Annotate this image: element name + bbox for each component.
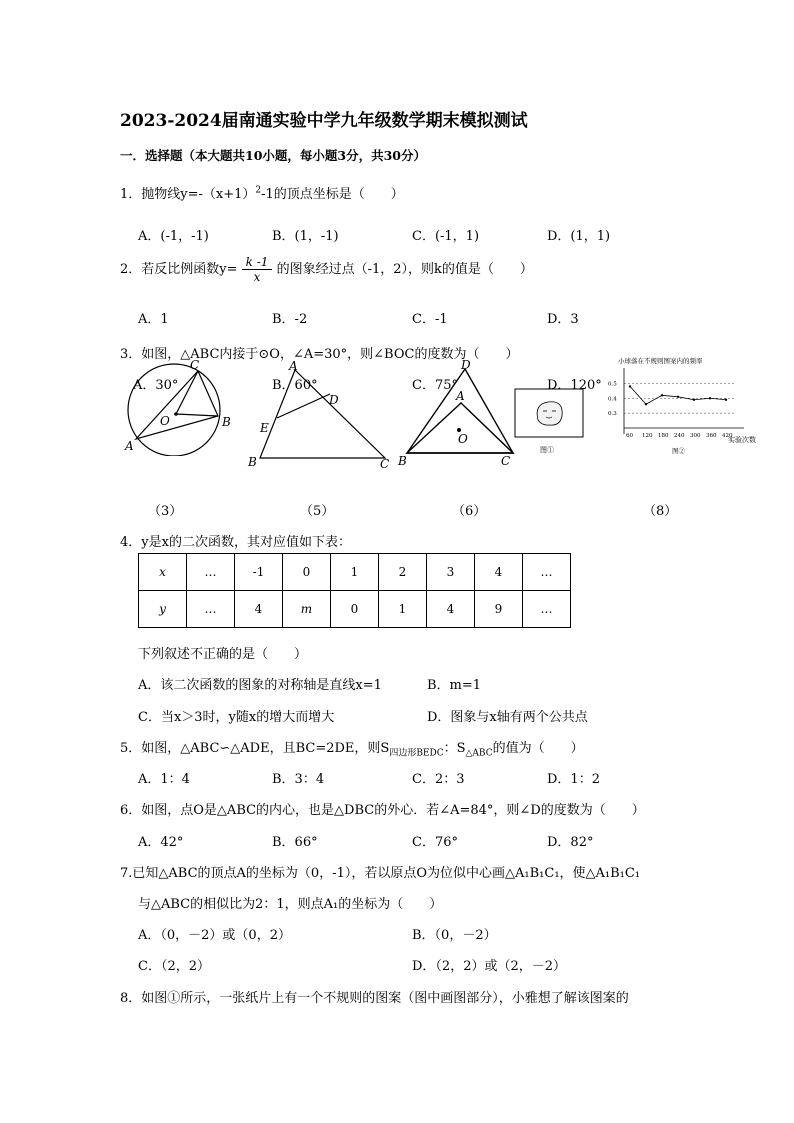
chart-tick-labels	[608, 381, 733, 439]
figure-8-picture	[512, 386, 587, 456]
table-cell-x: 4	[475, 554, 523, 591]
segment-oc	[176, 371, 198, 414]
data-point	[629, 385, 631, 387]
question-1	[120, 183, 404, 202]
label-c: C	[190, 358, 200, 372]
x-tick-label: 60	[626, 433, 633, 439]
q5-option-d[interactable]: D．1：2	[547, 772, 600, 787]
value-table	[138, 553, 571, 628]
series-line	[630, 386, 726, 404]
y-tick-label: 0.4	[608, 396, 617, 403]
figure-6-triangles	[395, 357, 525, 469]
data-point	[661, 394, 663, 396]
q5-stem-b: ：S	[443, 741, 466, 756]
q4-option-d[interactable]: D．图象与x轴有两个公共点	[427, 710, 588, 725]
q1-option-a[interactable]: A．(-1，-1)	[138, 229, 209, 244]
q6-option-b[interactable]: B．66°	[272, 835, 318, 850]
data-point	[725, 399, 727, 401]
data-point	[693, 399, 695, 401]
q2-fraction-numerator: k -1	[242, 255, 273, 270]
figure-3-circle	[118, 356, 238, 456]
label-a: A	[456, 389, 465, 403]
table-cell-y: 4	[427, 591, 475, 628]
section-heading: 一．选择题（本大题共10小题，每小题3分，共30分）	[120, 148, 426, 163]
table-cell-x: -1	[235, 554, 283, 591]
label-b: B	[398, 454, 407, 468]
chart-axes	[624, 368, 744, 434]
table-cell-y: 0	[331, 591, 379, 628]
label-e: E	[260, 421, 269, 435]
table-cell-x: 2	[379, 554, 427, 591]
segment-ed	[277, 394, 330, 418]
q4-option-a[interactable]: A．该二次函数的图象的对称轴是直线x=1	[138, 678, 382, 693]
chart-label: 图②	[672, 447, 685, 455]
question-8: 8．如图①所示，一张纸片上有一个不规则的图案（图中画图部分），小雅想了解该图案的	[120, 991, 629, 1006]
x-tick-label: 360	[706, 433, 717, 439]
x-tick-label: 300	[690, 433, 701, 439]
triangle-abc	[260, 370, 385, 458]
x-tick-label: 120	[642, 433, 653, 439]
triangle-abc	[136, 371, 218, 439]
irregular-pattern-icon	[537, 402, 562, 425]
data-point	[645, 403, 647, 405]
chart-title: 小球落在不规则图案内的频率	[618, 357, 703, 365]
pic-label: 图①	[540, 446, 554, 454]
q1-option-c[interactable]: C．(-1，1)	[412, 229, 480, 244]
y-tick-label: 0.3	[608, 411, 617, 418]
q3-option-a[interactable]: A．30°	[133, 378, 179, 393]
label-o: O	[458, 432, 468, 446]
q2-option-b[interactable]: B．-2	[272, 312, 308, 327]
q2-option-c[interactable]: C．-1	[412, 312, 448, 327]
label-b: B	[222, 415, 231, 429]
page-title: 2023-2024届南通实验中学九年级数学期末模拟测试	[120, 111, 528, 131]
question-6: 6．如图，点O是△ABC的内心，也是△DBC的外心．若∠A=84°，则∠D的度数为（ ）	[120, 803, 645, 818]
label-d: D	[329, 393, 339, 407]
question-5	[120, 737, 584, 759]
table-cell-x: …	[187, 554, 235, 591]
label-o: O	[160, 414, 170, 428]
q1-stem: 1．抛物线y=-（x+1）	[120, 187, 256, 202]
q5-option-a[interactable]: A．1：4	[138, 772, 190, 787]
caption-fig3: （3）	[148, 504, 183, 519]
q3-option-b[interactable]: B．60°	[272, 378, 318, 393]
q5-stem-c: 的值为（ ）	[492, 741, 584, 756]
q3-option-c[interactable]: C．75°	[412, 378, 458, 393]
question-3: 3．如图，△ABC内接于⊙O，∠A=30°，则∠BOC的度数为（ ）	[120, 347, 519, 362]
label-d: D	[461, 358, 471, 372]
q6-option-a[interactable]: A．42°	[138, 835, 184, 850]
q5-sub-quad: 四边形BEDC	[389, 748, 444, 759]
figure-5-triangle	[245, 358, 395, 470]
q5-stem-a: 5．如图，△ABC∽△ADE，且BC=2DE，则S	[120, 741, 390, 756]
table-cell-y: m	[283, 591, 331, 628]
q2-stem-a: 2．若反比例函数y=	[120, 262, 238, 277]
table-row-y	[139, 591, 571, 628]
q1-option-d[interactable]: D．(1，1)	[547, 229, 611, 244]
q4-option-b[interactable]: B．m=1	[427, 678, 482, 693]
q5-option-c[interactable]: C．2：3	[412, 772, 465, 787]
label-a: A	[289, 359, 298, 373]
table-cell-x: 3	[427, 554, 475, 591]
caption-fig5: （5）	[300, 504, 335, 519]
q1-stem-end: -1的顶点坐标是（ ）	[261, 187, 404, 202]
label-b: B	[248, 455, 257, 469]
center-point	[174, 412, 178, 416]
data-point	[677, 396, 679, 398]
question-7-line2: 与△ABC的相似比为2：1，则点A₁的坐标为（ ）	[138, 897, 443, 912]
q2-stem-b: 的图象经过点（-1，2），则k的值是（ ）	[276, 262, 533, 277]
label-a: A	[125, 439, 134, 453]
segment-ob	[176, 414, 218, 416]
question-7-line1: 7.已知△ABC的顶点A的坐标为（0，-1），若以原点O为位似中心画△A₁B₁C₁，使△A₁B₁C₁	[120, 866, 641, 881]
label-c: C	[380, 457, 390, 470]
x-tick-label: 240	[674, 433, 685, 439]
table-cell-x: x	[139, 554, 187, 591]
table-cell-y: 1	[379, 591, 427, 628]
label-c: C	[501, 454, 511, 468]
y-tick-label: 0.5	[608, 381, 617, 388]
table-cell-y: …	[523, 591, 571, 628]
q5-sub-tri: △ABC	[465, 748, 493, 759]
q4-follow: 下列叙述不正确的是（ ）	[138, 647, 308, 662]
x-tick-label: 420	[722, 433, 733, 439]
chart-xlabel: 实验次数	[728, 436, 756, 444]
q2-option-d[interactable]: D．3	[547, 312, 579, 327]
data-point	[709, 397, 711, 399]
table-cell-y: y	[139, 591, 187, 628]
q6-option-c[interactable]: C．76°	[412, 835, 458, 850]
q2-option-a[interactable]: A．1	[138, 312, 169, 327]
table-cell-y: 9	[475, 591, 523, 628]
q2-fraction	[242, 255, 273, 284]
figure-8-chart	[604, 352, 766, 456]
table-cell-x: 1	[331, 554, 379, 591]
q4-option-c[interactable]: C．当x＞3时，y随x的增大而增大	[138, 710, 335, 725]
circle-o	[128, 364, 220, 456]
caption-fig8: （8）	[643, 504, 678, 519]
q6-option-d[interactable]: D．82°	[547, 835, 594, 850]
q7-option-b[interactable]: B．（0，－2）	[412, 928, 497, 943]
chart-series	[629, 385, 727, 405]
table-cell-y: 4	[235, 591, 283, 628]
caption-fig6: （6）	[452, 504, 487, 519]
table-cell-y: …	[187, 591, 235, 628]
q2-fraction-denominator: x	[253, 270, 261, 284]
q5-option-b[interactable]: B．3：4	[272, 772, 325, 787]
q1-option-b[interactable]: B．(1，-1)	[272, 229, 339, 244]
q7-option-c[interactable]: C．（2，2）	[138, 959, 210, 974]
question-2	[120, 255, 533, 284]
table-row-x	[139, 554, 571, 591]
x-tick-label: 180	[658, 433, 669, 439]
q7-option-d[interactable]: D．（2，2）或（2，－2）	[412, 959, 567, 974]
question-4: 4．y是x的二次函数，其对应值如下表：	[120, 535, 351, 550]
q1-exponent: 2	[255, 185, 262, 196]
q3-option-d[interactable]: D．120°	[547, 378, 602, 393]
q7-option-a[interactable]: A．（0，－2）或（0，2）	[138, 928, 291, 943]
table-cell-x: …	[523, 554, 571, 591]
table-cell-x: 0	[283, 554, 331, 591]
